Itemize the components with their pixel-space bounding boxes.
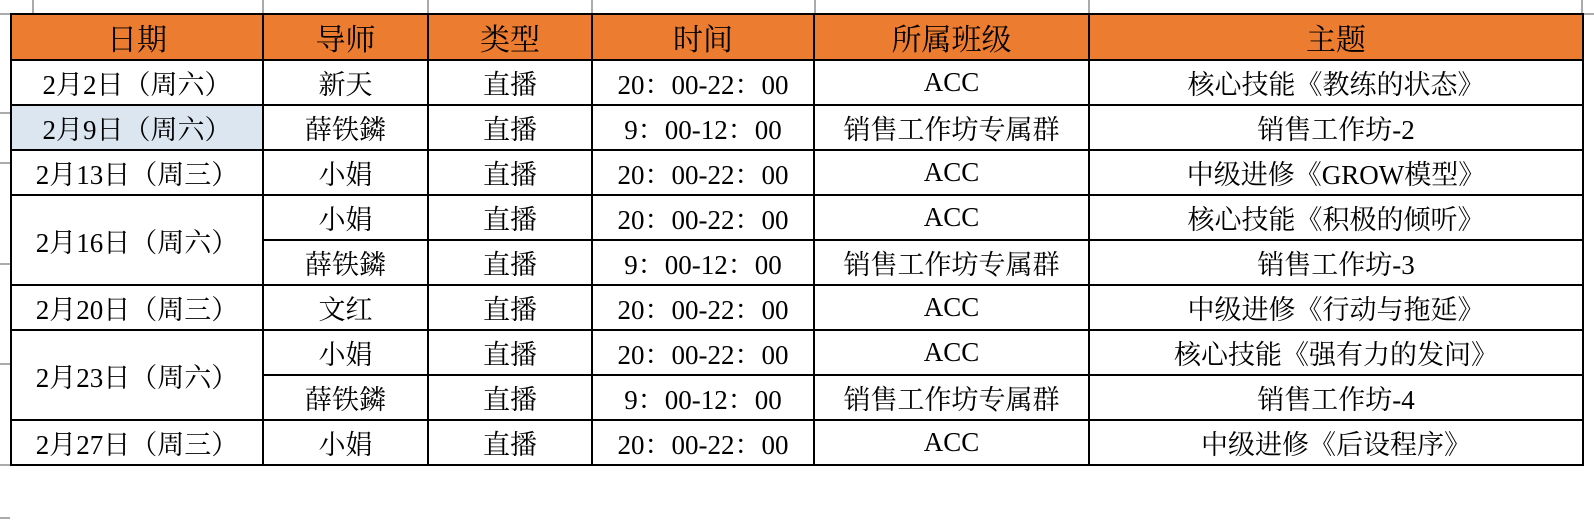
- gridline-stub: [0, 363, 10, 365]
- type-cell[interactable]: 直播: [428, 375, 592, 420]
- class-cell[interactable]: 销售工作坊专属群: [814, 105, 1089, 150]
- time-cell[interactable]: 20：00-22：00: [592, 150, 814, 195]
- date-cell[interactable]: 2月9日（周六）: [11, 105, 263, 150]
- type-cell[interactable]: 直播: [428, 285, 592, 330]
- header-date[interactable]: 日期: [11, 14, 263, 60]
- gridline-stub: [32, 0, 34, 13]
- class-cell[interactable]: ACC: [814, 195, 1089, 240]
- time-cell[interactable]: 9：00-12：00: [592, 375, 814, 420]
- time-cell[interactable]: 9：00-12：00: [592, 240, 814, 285]
- header-mentor[interactable]: 导师: [263, 14, 428, 60]
- class-cell[interactable]: ACC: [814, 420, 1089, 465]
- type-cell[interactable]: 直播: [428, 150, 592, 195]
- type-cell[interactable]: 直播: [428, 420, 592, 465]
- type-cell[interactable]: 直播: [428, 240, 592, 285]
- topic-cell[interactable]: 核心技能《教练的状态》: [1089, 60, 1583, 105]
- date-cell[interactable]: 2月20日（周三）: [11, 285, 263, 330]
- gridline-stub: [0, 13, 10, 15]
- header-class[interactable]: 所属班级: [814, 14, 1089, 60]
- class-cell[interactable]: ACC: [814, 330, 1089, 375]
- mentor-cell[interactable]: 薛铁鏻: [263, 375, 428, 420]
- mentor-cell[interactable]: 薛铁鏻: [263, 240, 428, 285]
- topic-cell[interactable]: 中级进修《行动与拖延》: [1089, 285, 1583, 330]
- gridline-stub: [0, 517, 10, 519]
- time-cell[interactable]: 20：00-22：00: [592, 330, 814, 375]
- time-cell[interactable]: 20：00-22：00: [592, 60, 814, 105]
- time-cell[interactable]: 9：00-12：00: [592, 105, 814, 150]
- gridline-stub: [1581, 0, 1583, 13]
- date-cell[interactable]: 2月2日（周六）: [11, 60, 263, 105]
- table-row: [11, 60, 1583, 105]
- mentor-cell[interactable]: 小娟: [263, 150, 428, 195]
- mentor-cell[interactable]: 新天: [263, 60, 428, 105]
- class-cell[interactable]: ACC: [814, 285, 1089, 330]
- mentor-cell[interactable]: 薛铁鏻: [263, 105, 428, 150]
- topic-cell[interactable]: 核心技能《强有力的发问》: [1089, 330, 1583, 375]
- topic-cell[interactable]: 销售工作坊-4: [1089, 375, 1583, 420]
- gridline-stub: [814, 0, 816, 13]
- date-cell[interactable]: 2月16日（周六）: [11, 195, 263, 285]
- class-cell[interactable]: 销售工作坊专属群: [814, 240, 1089, 285]
- time-cell[interactable]: 20：00-22：00: [592, 285, 814, 330]
- gridline-stub: [591, 0, 593, 13]
- date-cell[interactable]: 2月27日（周三）: [11, 420, 263, 465]
- gridline-stub: [0, 464, 10, 466]
- gridline-stub: [0, 112, 10, 114]
- topic-cell[interactable]: 中级进修《后设程序》: [1089, 420, 1583, 465]
- mentor-cell[interactable]: 小娟: [263, 420, 428, 465]
- topic-cell[interactable]: 中级进修《GROW模型》: [1089, 150, 1583, 195]
- class-cell[interactable]: ACC: [814, 60, 1089, 105]
- class-cell[interactable]: ACC: [814, 150, 1089, 195]
- gridline-stub: [0, 263, 10, 265]
- table-row: [11, 150, 1583, 195]
- time-cell[interactable]: 20：00-22：00: [592, 420, 814, 465]
- table-row: [11, 195, 1583, 240]
- gridline-stub: [262, 0, 264, 13]
- header-topic[interactable]: 主题: [1089, 14, 1583, 60]
- table-row: [11, 330, 1583, 375]
- table-row: [11, 105, 1583, 150]
- mentor-cell[interactable]: 小娟: [263, 330, 428, 375]
- gridline-stub: [0, 162, 10, 164]
- mentor-cell[interactable]: 文红: [263, 285, 428, 330]
- gridline-stub: [1088, 0, 1090, 13]
- class-cell[interactable]: 销售工作坊专属群: [814, 375, 1089, 420]
- mentor-cell[interactable]: 小娟: [263, 195, 428, 240]
- type-cell[interactable]: 直播: [428, 195, 592, 240]
- date-cell[interactable]: 2月23日（周六）: [11, 330, 263, 420]
- topic-cell[interactable]: 销售工作坊-3: [1089, 240, 1583, 285]
- type-cell[interactable]: 直播: [428, 60, 592, 105]
- header-type[interactable]: 类型: [428, 14, 592, 60]
- type-cell[interactable]: 直播: [428, 105, 592, 150]
- topic-cell[interactable]: 销售工作坊-2: [1089, 105, 1583, 150]
- time-cell[interactable]: 20：00-22：00: [592, 195, 814, 240]
- table-row: [11, 285, 1583, 330]
- schedule-table-body: [11, 60, 1583, 465]
- header-row: [11, 14, 1583, 60]
- header-time[interactable]: 时间: [592, 14, 814, 60]
- schedule-table: [10, 13, 1584, 466]
- table-row: [11, 420, 1583, 465]
- gridline-stub: [427, 0, 429, 13]
- table-header: [11, 14, 1583, 60]
- date-cell[interactable]: 2月13日（周三）: [11, 150, 263, 195]
- type-cell[interactable]: 直播: [428, 330, 592, 375]
- topic-cell[interactable]: 核心技能《积极的倾听》: [1089, 195, 1583, 240]
